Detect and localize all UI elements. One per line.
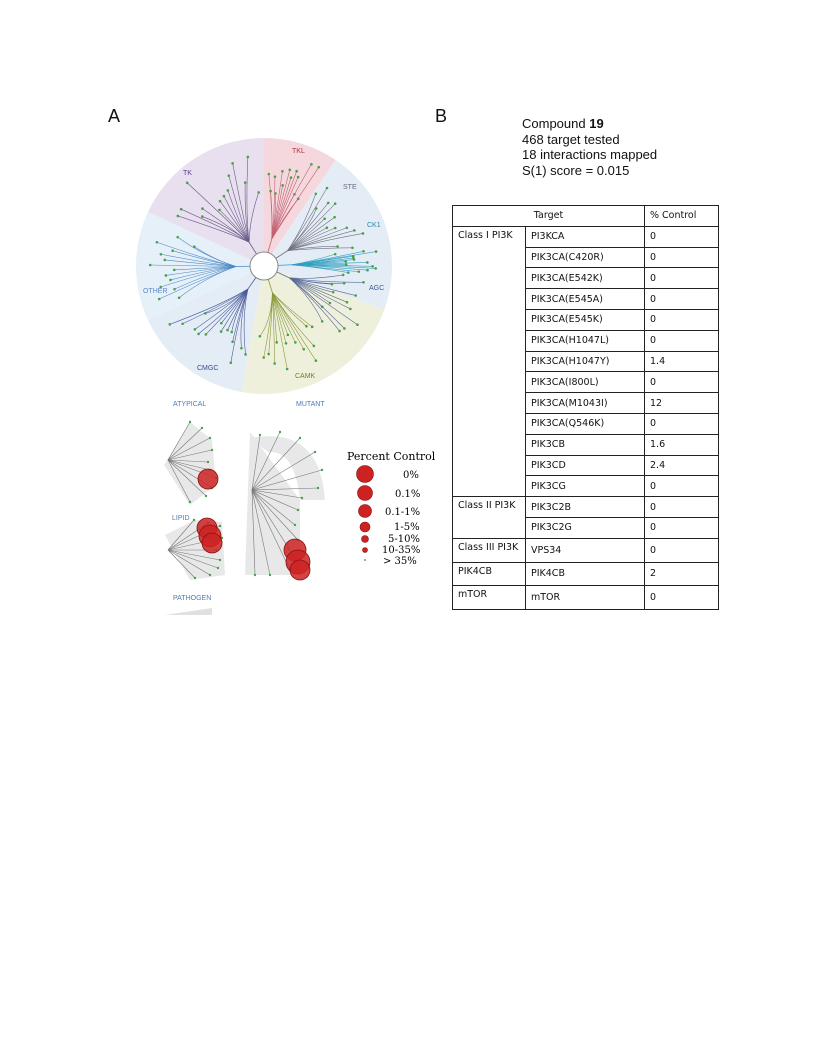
class-cell: Class I PI3K (453, 226, 526, 496)
kinase-leaf (290, 176, 293, 179)
kinase-leaf (321, 469, 323, 471)
targets-tested: 468 target tested (522, 131, 620, 147)
kinase-leaf (219, 559, 221, 561)
kinase-leaf (171, 249, 174, 252)
compound-number: 19 (589, 116, 604, 131)
kinase-leaf (257, 191, 260, 194)
kinase-leaf (262, 356, 265, 359)
kinase-leaf (230, 361, 233, 364)
target-cell: PIK3CA(E545A) (526, 289, 645, 310)
kinase-leaf (156, 241, 159, 244)
target-cell: VPS34 (526, 538, 645, 562)
kinase-leaf (231, 341, 234, 344)
table-row (453, 586, 719, 610)
kinase-leaf (343, 282, 346, 285)
kinase-leaf (294, 524, 296, 526)
pathogen-bg (165, 608, 212, 615)
kinase-leaf (205, 333, 208, 336)
kinase-leaf (353, 258, 356, 261)
panel-label-b: B (435, 106, 448, 126)
group-label-ck1: CK1 (367, 222, 381, 229)
kinome-subtrees (150, 410, 340, 615)
target-cell: PIK3C2G (526, 517, 645, 538)
kinase-leaf (197, 333, 200, 336)
target-cell: PIK4CB (526, 562, 645, 586)
kinase-leaf (219, 525, 221, 527)
hit-circle (198, 469, 218, 489)
kinase-leaf (231, 162, 234, 165)
pct-control-cell: 0 (645, 330, 719, 351)
kinase-leaf (274, 192, 277, 195)
legend-title: Percent Control (347, 450, 435, 463)
kinase-leaf (375, 250, 378, 253)
kinase-leaf (259, 335, 262, 338)
kinase-leaf (169, 279, 172, 282)
kinase-leaf (343, 327, 346, 330)
kinase-leaf (334, 227, 337, 230)
legend-item-4: 5-10% (388, 534, 420, 545)
kinase-leaf (329, 302, 332, 305)
kinase-leaf (287, 334, 290, 337)
group-label-tk: TK (183, 170, 192, 177)
kinase-leaf (371, 265, 374, 268)
pct-control-cell: 0 (645, 497, 719, 518)
kinase-leaf (259, 434, 261, 436)
class-cell: PIK4CB (453, 562, 526, 586)
kinase-leaf (180, 208, 183, 211)
class-cell: mTOR (453, 586, 526, 610)
target-cell: PIK3CA(Q546K) (526, 413, 645, 434)
kinase-leaf (317, 166, 320, 169)
kinase-leaf (186, 182, 189, 185)
subtree-label-lipid: LIPID (172, 515, 190, 522)
kinase-leaf (164, 259, 167, 262)
pct-control-cell: 0 (645, 476, 719, 497)
kinase-leaf (326, 226, 329, 229)
kinase-leaf (313, 345, 316, 348)
panel-label-a: A (108, 106, 121, 126)
kinase-leaf (211, 449, 213, 451)
kinase-leaf (333, 216, 336, 219)
kinome-tree (130, 130, 400, 415)
kinase-leaf (227, 189, 230, 192)
kinase-leaf (362, 250, 365, 253)
pct-control-cell: 0 (645, 538, 719, 562)
legend-marker-5 (363, 548, 368, 553)
kinase-leaf (299, 437, 301, 439)
target-cell: PIK3CD (526, 455, 645, 476)
subtree-label-atypical: ATYPICAL (173, 401, 207, 408)
pct-control-cell: 0 (645, 226, 719, 247)
class-cell: Class II PI3K (453, 497, 526, 539)
kinase-leaf (317, 487, 319, 489)
kinase-leaf (178, 296, 181, 299)
kinase-leaf (209, 574, 211, 576)
kinase-leaf (305, 325, 308, 328)
table-body (453, 226, 719, 609)
pct-control-cell: 1.4 (645, 351, 719, 372)
target-table (452, 205, 719, 610)
kinase-leaf (209, 437, 211, 439)
target-cell: PIK3C2B (526, 497, 645, 518)
kinase-leaf (226, 329, 229, 332)
kinase-leaf (374, 267, 377, 270)
kinase-leaf (189, 501, 191, 503)
kinase-leaf (201, 215, 204, 218)
kinase-leaf (181, 322, 184, 325)
kinase-leaf (219, 200, 222, 203)
kinase-leaf (366, 261, 369, 264)
legend-item-2: 0.1-1% (385, 507, 421, 518)
target-cell: PIK3CA(H1047Y) (526, 351, 645, 372)
kinase-leaf (366, 269, 369, 272)
pct-control-cell: 0 (645, 247, 719, 268)
kinase-leaf (362, 232, 365, 235)
kinase-leaf (327, 202, 330, 205)
kinase-leaf (342, 274, 345, 277)
kinase-leaf (218, 209, 221, 212)
target-cell: PIK3CA(M1043I) (526, 393, 645, 414)
kinase-leaf (244, 181, 247, 184)
group-label-ste: STE (343, 184, 357, 191)
table-row (453, 562, 719, 586)
kinase-leaf (205, 495, 207, 497)
kinase-leaf (269, 574, 271, 576)
kinase-leaf (334, 253, 337, 256)
kinase-leaf (228, 174, 231, 177)
pct-control-cell: 0 (645, 413, 719, 434)
kinase-leaf (332, 291, 335, 294)
percent-control-legend (345, 450, 435, 575)
target-cell: PIK3CA(E545K) (526, 309, 645, 330)
kinase-leaf (310, 163, 313, 166)
kinase-leaf (244, 353, 247, 356)
selectivity-score: S(1) score = 0.015 (522, 162, 630, 178)
group-label-other: OTHER (143, 288, 168, 295)
kinase-leaf (254, 574, 256, 576)
kinase-leaf (297, 509, 299, 511)
kinase-leaf (149, 264, 152, 267)
kinase-leaf (220, 322, 223, 325)
kinase-leaf (281, 184, 284, 187)
kinase-leaf (345, 226, 348, 229)
pct-control-cell: 0 (645, 372, 719, 393)
kinase-leaf (294, 341, 297, 344)
kinase-leaf (314, 192, 317, 195)
pct-control-cell: 12 (645, 393, 719, 414)
kinase-leaf (288, 169, 291, 172)
target-cell: PIK3CG (526, 476, 645, 497)
kinase-leaf (217, 567, 219, 569)
kinase-leaf (176, 236, 179, 239)
kinase-leaf (314, 451, 316, 453)
hit-circle (290, 560, 310, 580)
target-cell: PIK3CA(H1047L) (526, 330, 645, 351)
kinase-leaf (201, 427, 203, 429)
legend-marker-4 (362, 536, 369, 543)
kinase-leaf (177, 215, 180, 218)
kinase-leaf (285, 342, 288, 345)
kinase-leaf (301, 497, 303, 499)
kinase-leaf (173, 269, 176, 272)
target-cell: PIK3CA(I800L) (526, 372, 645, 393)
kinase-leaf (273, 362, 276, 365)
group-label-tkl: TKL (292, 148, 305, 155)
table-row (453, 538, 719, 562)
hit-circle (202, 533, 222, 553)
subtree-label-pathogen: PATHOGEN (173, 595, 212, 602)
kinase-leaf (336, 245, 339, 248)
target-cell: mTOR (526, 586, 645, 610)
kinase-leaf (356, 323, 359, 326)
header-target: Target (453, 206, 645, 227)
group-label-agc: AGC (369, 285, 385, 292)
kinase-leaf (326, 187, 329, 190)
kinase-leaf (302, 348, 305, 351)
group-label-cmgc: CMGC (197, 365, 219, 372)
kinase-leaf (357, 270, 360, 273)
kinase-leaf (279, 431, 281, 433)
pct-control-cell: 2.4 (645, 455, 719, 476)
kinase-leaf (362, 281, 365, 284)
pct-control-cell: 0 (645, 289, 719, 310)
compound-summary (522, 116, 657, 178)
pct-control-cell: 0 (645, 586, 719, 610)
subtree-label-mutant: MUTANT (296, 401, 325, 408)
kinase-leaf (223, 195, 226, 198)
kinase-leaf (349, 308, 352, 311)
legend-item-3: 1-5% (394, 522, 420, 533)
target-cell: PIK3CA(E542K) (526, 268, 645, 289)
kinase-leaf (173, 288, 176, 291)
kinase-leaf (194, 577, 196, 579)
legend-item-5: 10-35% (382, 545, 421, 556)
kinase-leaf (315, 207, 318, 210)
tree-center (250, 252, 278, 280)
kinase-leaf (189, 421, 191, 423)
target-cell: PIK3CB (526, 434, 645, 455)
kinase-leaf (353, 229, 356, 232)
kinase-leaf (193, 519, 195, 521)
kinase-leaf (269, 190, 272, 193)
pct-control-cell: 0 (645, 517, 719, 538)
pct-control-cell: 0 (645, 309, 719, 330)
kinase-leaf (334, 202, 337, 205)
kinase-leaf (268, 173, 271, 176)
kinase-leaf (169, 323, 172, 326)
kinase-leaf (275, 341, 278, 344)
kinase-leaf (220, 330, 223, 333)
pct-control-cell: 0 (645, 268, 719, 289)
kinase-leaf (274, 175, 277, 178)
header-pct-control: % Control (645, 206, 719, 227)
legend-marker-1 (358, 486, 373, 501)
compound-title: Compound 19 (522, 116, 604, 131)
kinase-leaf (160, 253, 163, 256)
kinase-leaf (311, 326, 314, 329)
pct-control-cell: 2 (645, 562, 719, 586)
kinase-leaf (331, 283, 334, 286)
target-cell: PI3KCA (526, 226, 645, 247)
target-cell: PIK3CA(C420R) (526, 247, 645, 268)
kinase-leaf (344, 260, 347, 263)
kinase-leaf (240, 347, 243, 350)
legend-marker-3 (360, 522, 370, 532)
group-label-camk: CAMK (295, 373, 316, 380)
pct-control-cell: 1.6 (645, 434, 719, 455)
kinase-leaf (347, 271, 350, 274)
legend-marker-6 (364, 559, 366, 561)
legend-item-0: 0% (403, 470, 419, 481)
kinase-leaf (286, 368, 289, 371)
kinase-leaf (295, 170, 298, 173)
kinase-leaf (165, 274, 168, 277)
kinase-leaf (354, 294, 357, 297)
kinase-leaf (230, 331, 233, 334)
kinase-leaf (194, 328, 197, 331)
kinase-leaf (267, 353, 270, 356)
kinase-leaf (201, 207, 204, 210)
class-cell: Class III PI3K (453, 538, 526, 562)
legend-marker-2 (359, 505, 372, 518)
legend-marker-0 (357, 466, 374, 483)
kinase-leaf (346, 301, 349, 304)
table-header-row (453, 206, 719, 227)
kinase-leaf (281, 170, 284, 173)
table-row (453, 497, 719, 518)
kinase-leaf (323, 217, 326, 220)
kinase-leaf (247, 156, 250, 159)
table-row (453, 226, 719, 247)
kinase-leaf (315, 359, 318, 362)
kinase-leaf (338, 330, 341, 333)
interactions-mapped: 18 interactions mapped (522, 147, 658, 162)
legend-item-6: > 35% (383, 556, 417, 567)
kinase-leaf (351, 246, 354, 249)
kinase-leaf (158, 298, 161, 301)
legend-item-1: 0.1% (395, 489, 421, 500)
kinase-leaf (297, 176, 300, 179)
kinase-leaf (207, 461, 209, 463)
kinase-leaf (321, 320, 324, 323)
